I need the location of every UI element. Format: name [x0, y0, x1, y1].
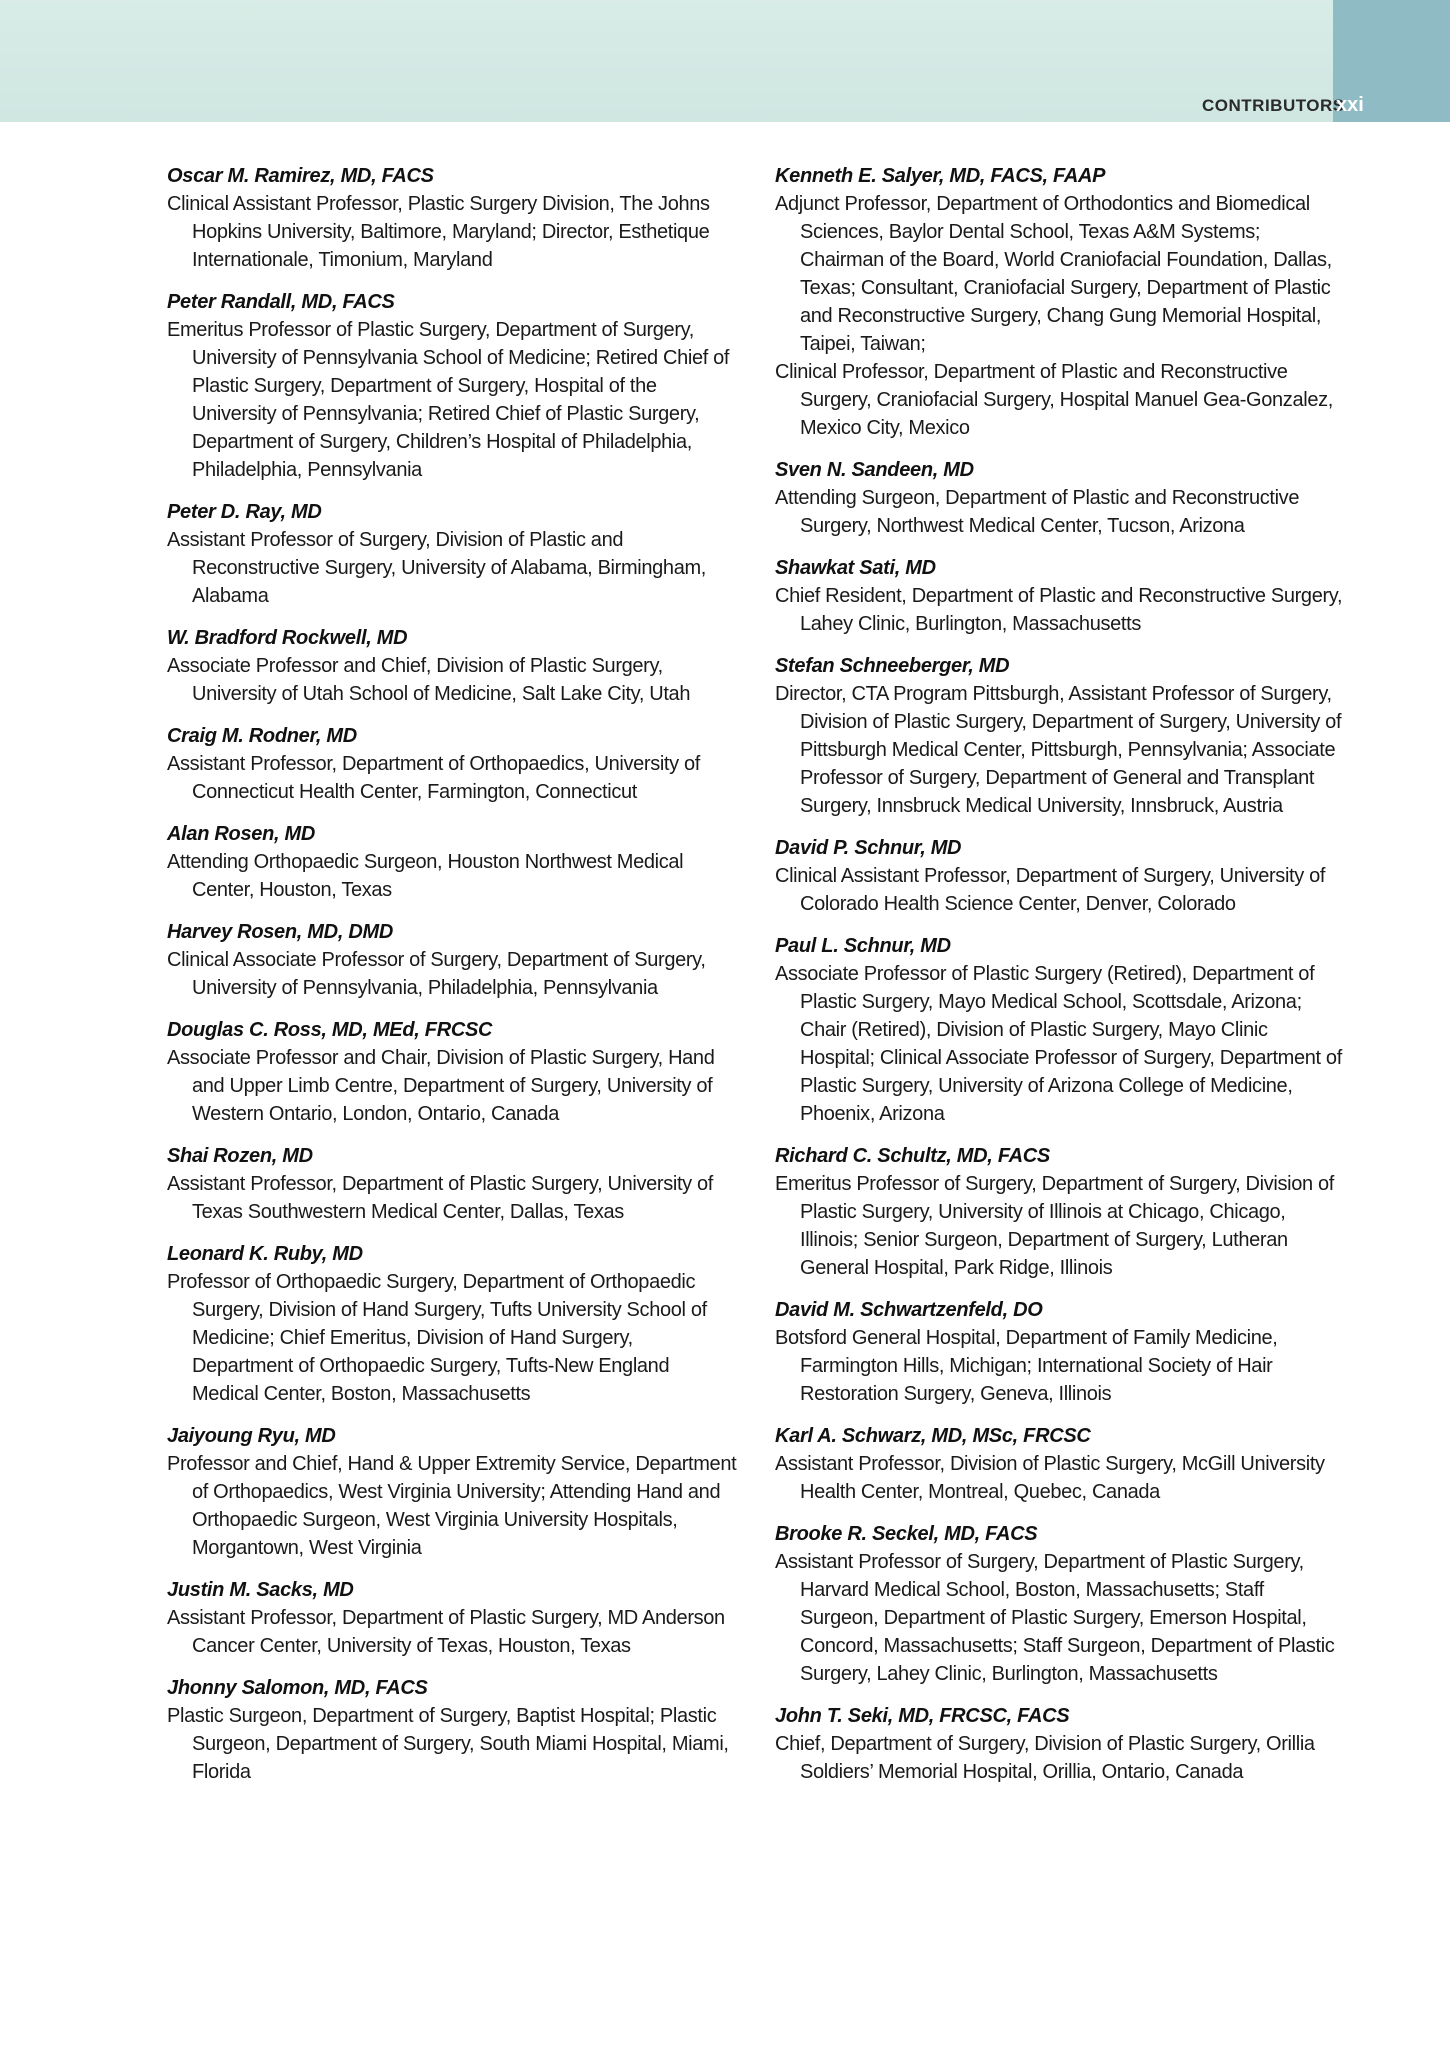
contributor-affiliation: Associate Professor of Plastic Surgery (Retired), Department of Plastic Surgery, Mayo Medical School, Scottsdale, Arizona; Chair (Retired), Division of Plastic Surgery, Mayo Clinic Hospital; Clinical Associate Professor of Surgery, Department of Plastic Surgery, University of Arizona College of Medicine, Phoenix, Arizona: [775, 963, 1342, 1125]
contributor-name: Brooke R. Seckel, MD, FACS: [775, 1523, 1038, 1545]
contributor-name: Justin M. Sacks, MD: [167, 1579, 354, 1601]
contributor-name: Douglas C. Ross, MD, MEd, FRCSC: [167, 1019, 493, 1041]
contributor-affiliation: Plastic Surgeon, Department of Surgery, Baptist Hospital; Plastic Surgeon, Department of Surgery, South Miami Hospital, Miami, Florida: [167, 1705, 729, 1783]
contributor-affiliation: Director, CTA Program Pittsburgh, Assistant Professor of Surgery, Division of Plastic Surgery, Department of Surgery, University of Pittsburgh Medical Center, Pittsburgh, Pennsylvania; Associate Professor of Surgery, Department of General and Transplant Surgery, Innsbruck Medical University, Innsbruck, Austria: [775, 683, 1342, 817]
contributor-name: Paul L. Schnur, MD: [775, 935, 951, 957]
contributor-name: Shai Rozen, MD: [167, 1145, 313, 1167]
contributor-name: Alan Rosen, MD: [167, 823, 316, 845]
contributor-name: Richard C. Schultz, MD, FACS: [775, 1145, 1050, 1167]
contributor-entry: [775, 456, 1345, 540]
contributor-name: Leonard K. Ruby, MD: [167, 1243, 363, 1265]
page-number: xxi: [1336, 94, 1364, 116]
header-band: [0, 0, 1333, 122]
contributor-name: David M. Schwartzenfeld, DO: [775, 1299, 1043, 1321]
contributor-entry: [775, 1142, 1345, 1282]
contributor-entry: [775, 1702, 1345, 1786]
contributor-name: Jhonny Salomon, MD, FACS: [167, 1677, 428, 1699]
contributor-affiliation: Associate Professor and Chief, Division of Plastic Surgery, University of Utah School of Medicine, Salt Lake City, Utah: [167, 655, 691, 705]
contributor-entry: [775, 1422, 1345, 1506]
left-column: [167, 162, 737, 1800]
contributor-entry: [167, 288, 737, 484]
contributor-name: Stefan Schneeberger, MD: [775, 655, 1010, 677]
right-column: [775, 162, 1345, 1800]
contributor-name: Peter D. Ray, MD: [167, 501, 322, 523]
contributor-entry: [167, 1422, 737, 1562]
contributor-affiliation: Clinical Assistant Professor, Plastic Surgery Division, The Johns Hopkins University, Baltimore, Maryland; Director, Esthetique Internationale, Timonium, Maryland: [167, 193, 710, 271]
contributor-entry: [167, 1576, 737, 1660]
contributor-name: Sven N. Sandeen, MD: [775, 459, 974, 481]
running-head: CONTRIBUTORS: [1202, 96, 1345, 115]
contributor-entry: [167, 820, 737, 904]
contributor-name: Karl A. Schwarz, MD, MSc, FRCSC: [775, 1425, 1091, 1447]
contributor-name: Peter Randall, MD, FACS: [167, 291, 395, 313]
contributor-affiliation: Assistant Professor, Department of Plastic Surgery, MD Anderson Cancer Center, University of Texas, Houston, Texas: [167, 1607, 725, 1657]
contributor-affiliation: Botsford General Hospital, Department of Family Medicine, Farmington Hills, Michigan; International Society of Hair Restoration Surgery, Geneva, Illinois: [775, 1327, 1278, 1405]
contributor-affiliation: Emeritus Professor of Surgery, Department of Surgery, Division of Plastic Surgery, University of Illinois at Chicago, Chicago, Illinois; Senior Surgeon, Department of Surgery, Lutheran General Hospital, Park Ridge, Illinois: [775, 1173, 1334, 1279]
contributor-name: Shawkat Sati, MD: [775, 557, 936, 579]
contributor-affiliation: Adjunct Professor, Department of Orthodontics and Biomedical Sciences, Baylor Dental School, Texas A&M Systems; Chairman of the Board, World Craniofacial Foundation, Dallas, Texas; Consultant, Craniofacial Surgery, Department of Plastic and Reconstructive Surgery, Chang Gung Memorial Hospital, Taipei, Taiwan;: [775, 193, 1332, 355]
contributor-affiliation: Assistant Professor of Surgery, Department of Plastic Surgery, Harvard Medical School, Boston, Massachusetts; Staff Surgeon, Department of Plastic Surgery, Emerson Hospital, Concord, Massachusetts; Staff Surgeon, Department of Plastic Surgery, Lahey Clinic, Burlington, Massachusetts: [775, 1551, 1335, 1685]
contributor-entry: [167, 1240, 737, 1408]
contributor-entry: [167, 162, 737, 274]
contributor-affiliation: Associate Professor and Chair, Division of Plastic Surgery, Hand and Upper Limb Centre, Department of Surgery, University of Western Ontario, London, Ontario, Canada: [167, 1047, 715, 1125]
contributor-name: Oscar M. Ramirez, MD, FACS: [167, 165, 434, 187]
contributor-entry: [167, 722, 737, 806]
contributor-entry: [167, 1142, 737, 1226]
contributor-entry: [775, 652, 1345, 820]
contributor-entry: [167, 918, 737, 1002]
contributor-entry: [775, 554, 1345, 638]
contributor-entry: [167, 624, 737, 708]
contributor-entry: [775, 834, 1345, 918]
contributor-affiliation: Assistant Professor, Department of Plastic Surgery, University of Texas Southwestern Medical Center, Dallas, Texas: [167, 1173, 713, 1223]
contributor-name: David P. Schnur, MD: [775, 837, 962, 859]
contributor-affiliation: Professor and Chief, Hand & Upper Extremity Service, Department of Orthopaedics, West Virginia University; Attending Hand and Orthopaedic Surgeon, West Virginia University Hospitals, Morgantown, West Virginia: [167, 1453, 737, 1559]
contributor-affiliation: Clinical Assistant Professor, Department of Surgery, University of Colorado Health Science Center, Denver, Colorado: [775, 865, 1326, 915]
contributor-affiliation: Chief, Department of Surgery, Division of Plastic Surgery, Orillia Soldiers’ Memorial Hospital, Orillia, Ontario, Canada: [775, 1733, 1315, 1783]
contributor-affiliation: Assistant Professor, Division of Plastic Surgery, McGill University Health Center, Montreal, Quebec, Canada: [775, 1453, 1325, 1503]
contributor-affiliation: Emeritus Professor of Plastic Surgery, Department of Surgery, University of Pennsylvania School of Medicine; Retired Chief of Plastic Surgery, Department of Surgery, Hospital of the University of Pennsylvania; Retired Chief of Plastic Surgery, Department of Surgery, Children’s Hospital of Philadelphia, Philadelphia, Pennsylvania: [167, 319, 730, 481]
contributor-name: Kenneth E. Salyer, MD, FACS, FAAP: [775, 165, 1106, 187]
contributor-name: W. Bradford Rockwell, MD: [167, 627, 408, 649]
contributor-name: Harvey Rosen, MD, DMD: [167, 921, 393, 943]
contributor-entry: [167, 1016, 737, 1128]
contributor-name: Craig M. Rodner, MD: [167, 725, 357, 747]
contributor-entry: [775, 1520, 1345, 1688]
contributor-name: Jaiyoung Ryu, MD: [167, 1425, 336, 1447]
contributor-affiliation: Professor of Orthopaedic Surgery, Department of Orthopaedic Surgery, Division of Hand Surgery, Tufts University School of Medicine; Chief Emeritus, Division of Hand Surgery, Department of Orthopaedic Surgery, Tufts-New England Medical Center, Boston, Massachusetts: [167, 1271, 707, 1405]
contributor-affiliation: Attending Surgeon, Department of Plastic and Reconstructive Surgery, Northwest Medical Center, Tucson, Arizona: [775, 487, 1300, 537]
contributor-entry: [775, 1296, 1345, 1408]
contributor-affiliation: Clinical Professor, Department of Plastic and Reconstructive Surgery, Craniofacial Surgery, Hospital Manuel Gea-Gonzalez, Mexico City, Mexico: [775, 361, 1333, 439]
contributor-entry: [167, 1674, 737, 1786]
contributor-name: John T. Seki, MD, FRCSC, FACS: [775, 1705, 1070, 1727]
contributor-affiliation: Attending Orthopaedic Surgeon, Houston Northwest Medical Center, Houston, Texas: [167, 851, 684, 901]
contributor-affiliation: Assistant Professor, Department of Orthopaedics, University of Connecticut Health Center, Farmington, Connecticut: [167, 753, 700, 803]
contributor-affiliation: Clinical Associate Professor of Surgery, Department of Surgery, University of Pennsylvania, Philadelphia, Pennsylvania: [167, 949, 706, 999]
contributor-affiliation: Assistant Professor of Surgery, Division of Plastic and Reconstructive Surgery, University of Alabama, Birmingham, Alabama: [167, 529, 706, 607]
contributor-affiliation: Chief Resident, Department of Plastic and Reconstructive Surgery, Lahey Clinic, Burlington, Massachusetts: [775, 585, 1343, 635]
contributor-entry: [775, 162, 1345, 442]
contributor-entry: [775, 932, 1345, 1128]
contributor-entry: [167, 498, 737, 610]
